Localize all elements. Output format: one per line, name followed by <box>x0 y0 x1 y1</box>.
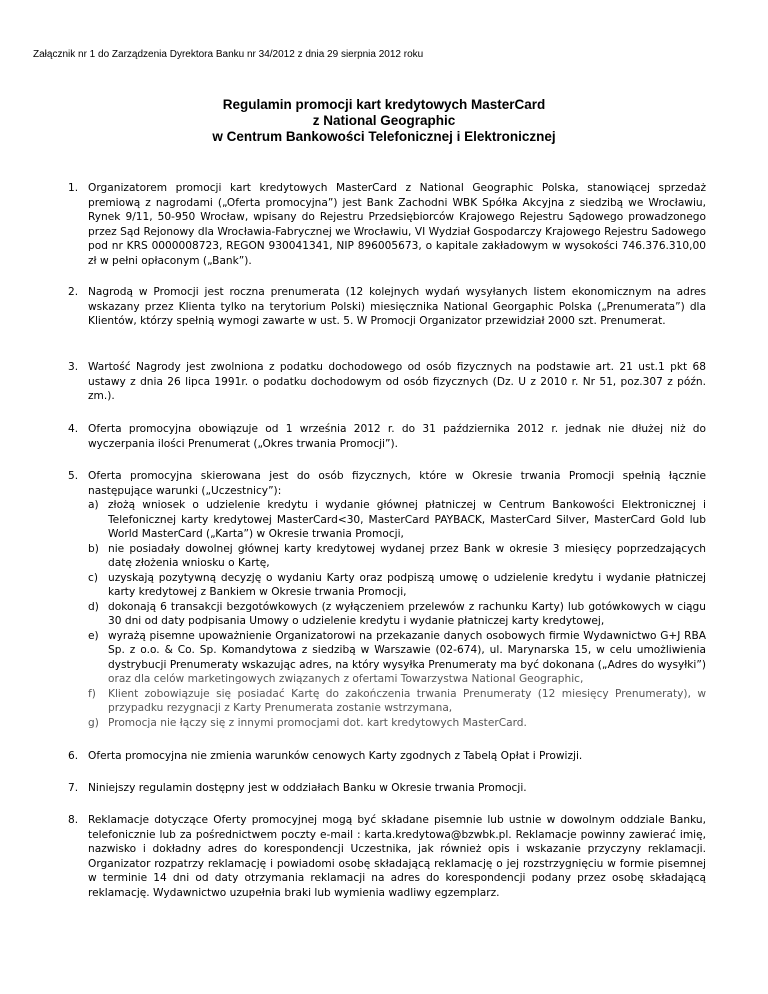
condition-text: uzyskają pozytywną decyzję o wydaniu Karty oraz podpiszą umowę o udzielenie kredytu i wydanie płatniczej karty kredytowej z Bankiem w Okresie trwania Promocji, <box>108 571 706 598</box>
item-text: Niniejszy regulamin dostępny jest w oddziałach Banku w Okresie trwania Promocji. <box>88 782 527 794</box>
item-text: Oferta promocyjna obowiązuje od 1 września 2012 r. do 31 października 2012 r. jednak nie dłużej niż do wyczerpania ilości Prenumerat („Okres trwania Promocji”). <box>88 423 706 450</box>
condition-text: Promocja nie łączy się z innymi promocjami dot. kart kredytowych MasterCard. <box>108 716 527 729</box>
condition-letter: f) <box>88 687 96 700</box>
item-number: 3. <box>68 361 79 373</box>
item-text: Organizatorem promocji kart kredytowych MasterCard z National Geographic Polska, stanowiącej sprzedaż premiową z nagrodami („Oferta promocyjna”) jest Bank Zachodni WBK Spółka Akcyjna z siedzibą we Wrocławiu, Rynek 9/11, 50-950 Wrocław, wpisany do Rejestru Przedsiębiorców Krajowego Rejestru Sądowego prowadzonego przez Sąd Rejonowy dla Wrocławia-Fabrycznej we Wrocławiu, VI Wydział Gospodarczy Krajowego Rejestru Sadowego pod nr KRS 0000008723, REGON 930041341, NIP 896005673, o kapitale zakładowym w wysokości 746.376.310,00 zł w pełni opłaconym („Bank”). <box>88 182 706 267</box>
title-line-3: w Centrum Bankowości Telefonicznej i Elektronicznej <box>212 129 556 144</box>
condition-letter: g) <box>88 716 99 729</box>
item-number: 1. <box>68 182 79 194</box>
title-line-1: Regulamin promocji kart kredytowych MasterCard <box>222 97 546 112</box>
list-item-2 <box>68 285 706 329</box>
condition-text-marketing: oraz dla celów marketingowych związanych z ofertami Towarzystwa National Geographic, <box>108 673 584 685</box>
list-item-7 <box>68 781 706 796</box>
list-item-6 <box>68 749 706 764</box>
condition-a <box>88 498 706 542</box>
condition-text: Klient zobowiązuje się posiadać Kartę do zakończenia trwania Prenumeraty (12 miesięcy Prenumeraty), w przypadku rezygnacji z Karty Prenumerata zostanie wstrzymana, <box>108 687 706 714</box>
item-number: 6. <box>68 750 79 762</box>
item-text: Reklamacje dotyczące Oferty promocyjnej mogą być składane pisemnie lub ustnie w dowolnym oddziale Banku, telefonicznie lub za pośrednictwem poczty e-mail : karta.kredytowa@bzwbk.pl. Reklamacje powinny zawierać imię, nazwisko i dokładny adres do korespondencji Uczestnika, jak również opis i wskazanie przyczyny reklamacji. Organizator rozpatrzy reklamację i powiadomi osobę składającą reklamację o jej rozstrzygnięciu w formie pisemnej w terminie 14 dni od daty otrzymania reklamacji na adres do korespondencji podany przez osobę składającą reklamację. Wydawnictwo uzupełnia braki lub wymienia wadliwy egzemplarz. <box>88 814 706 899</box>
item-text: Oferta promocyjna skierowana jest do osób fizycznych, które w Okresie trwania Promocji spełnią łącznie następujące warunki („Uczestnicy”): <box>88 470 706 497</box>
condition-e <box>88 629 706 687</box>
list-item-3 <box>68 360 706 404</box>
item-number: 7. <box>68 782 79 794</box>
condition-text-main: wyrażą pisemne upoważnienie Organizatorowi na przekazanie danych osobowych firmie Wydawnictwo G+J RBA Sp. z o.o. & Co. Sp. Komandytowa z siedzibą w Warszawie (02-674), ul. Marynarska 15, w celu umożliwienia dystrybucji Prenumeraty wskazując adres, na który wysyłka Prenumeraty ma być dokonana („Adres do wysyłki”) <box>108 629 706 671</box>
list-item-1 <box>68 181 706 268</box>
condition-letter: b) <box>88 542 99 555</box>
item-number: 4. <box>68 423 79 435</box>
item-text: Oferta promocyjna nie zmienia warunków cenowych Karty zgodnych z Tabelą Opłat i Prowizji. <box>88 750 583 762</box>
condition-letter: e) <box>88 629 99 642</box>
condition-letter: a) <box>88 499 99 511</box>
item-text: Nagrodą w Promocji jest roczna prenumerata (12 kolejnych wydań wysyłanych listem ekonomicznym na adres wskazany przez Klienta tylko na terytorium Polski) miesięcznika National Georgaphic Polska („Prenumerata”) dla Klientów, którzy spełnią wymogi zawarte w ust. 5. W Promocji Organizator przewidział 2000 szt. Prenumerat. <box>88 286 706 327</box>
list-item-4 <box>68 422 706 451</box>
document-title <box>0 97 768 145</box>
annex-note: Załącznik nr 1 do Zarządzenia Dyrektora Banku nr 34/2012 z dnia 29 sierpnia 2012 roku <box>33 49 424 60</box>
list-item-5 <box>68 469 706 730</box>
condition-letter: c) <box>88 571 98 584</box>
list-item-8 <box>68 813 706 900</box>
item-text: Wartość Nagrody jest zwolniona z podatku dochodowego od osób fizycznych na podstawie art. 21 ust.1 pkt 68 ustawy z dnia 26 lipca 1991r. o podatku dochodowym od osób fizycznych (Dz. U z 2010 r. Nr 51, poz.307 z późn. zm.). <box>88 361 706 402</box>
title-line-2: z National Geographic <box>312 113 456 128</box>
condition-text: dokonają 6 transakcji bezgotówkowych (z wyłączeniem przelewów z rachunku Karty) lub gotówkowych w ciągu 30 dni od daty podpisania Umowy o udzielenie kredytu i wydanie płatniczej karty kredytowej, <box>108 600 706 627</box>
condition-text <box>108 629 706 687</box>
item-number: 8. <box>68 814 79 826</box>
condition-letter: d) <box>88 600 99 613</box>
condition-text: nie posiadały dowolnej głównej karty kredytowej wydanej przez Bank w okresie 3 miesięcy poprzedzających datę złożenia wniosku o Kartę, <box>108 542 706 569</box>
condition-d <box>88 600 706 629</box>
condition-b <box>88 542 706 571</box>
item-number: 5. <box>68 470 79 482</box>
condition-g <box>88 716 706 731</box>
condition-c <box>88 571 706 600</box>
item-number: 2. <box>68 286 79 298</box>
condition-text: złożą wniosek o udzielenie kredytu i wydanie głównej płatniczej w Centrum Bankowości Elektronicznej i Telefonicznej karty kredytowej MasterCard<30, MasterCard PAYBACK, MasterCard Silver, MasterCard Gold lub World MasterCard („Karta”) w Okresie trwania Promocji, <box>108 499 706 540</box>
condition-f <box>88 687 706 716</box>
